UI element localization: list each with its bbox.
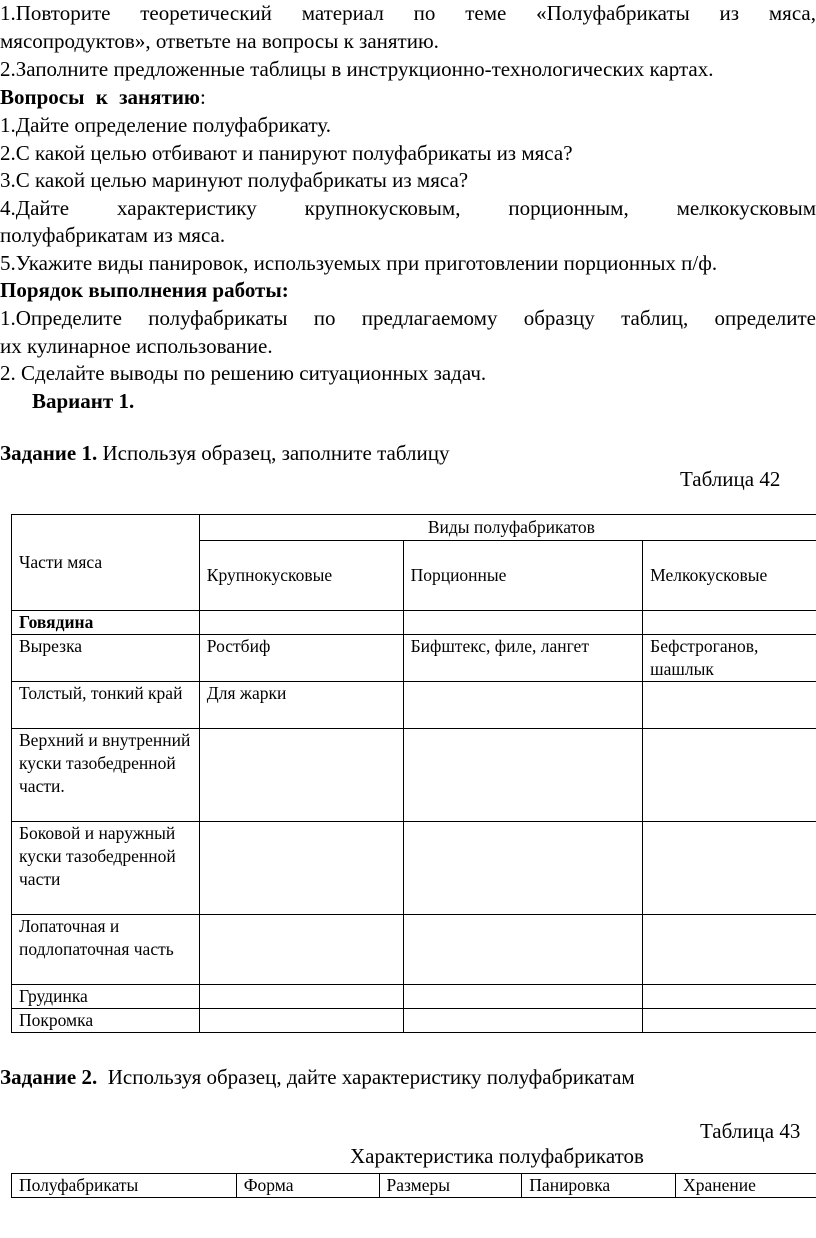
table-42-col-small: Мелкокусковые — [643, 541, 816, 611]
table-43-header-row — [12, 1174, 816, 1198]
questions-heading-colon: : — [199, 85, 206, 109]
table-cell-large — [199, 985, 403, 1009]
table-row — [12, 635, 816, 682]
table-43-title: Характеристика полуфабрикатов — [350, 1144, 644, 1168]
intro-line-1: 1.Повторите теоретический материал по теме «Полуфабрикаты из мяса, — [0, 1, 816, 25]
table-cell-part: Грудинка — [12, 985, 200, 1009]
procedure-1-line-1: 1.Определите полуфабрикаты по предлагаемому образцу таблиц, определите — [0, 306, 816, 330]
question-4-line-1: 4.Дайте характеристику крупнокусковым, порционным, мелкокусковым — [0, 196, 816, 220]
variant-title: Вариант 1. — [32, 389, 135, 413]
table-row — [12, 985, 816, 1009]
table-43-col-breading: Панировка — [522, 1174, 676, 1198]
table-cell-large — [199, 822, 403, 915]
table-row — [12, 822, 816, 915]
table-cell-small — [643, 682, 816, 729]
table-42-col-parts: Части мяса — [12, 515, 200, 611]
task-2-text: Используя образец, дайте характеристику полуфабрикатам — [97, 1065, 635, 1089]
table-cell-large: Ростбиф — [199, 635, 403, 682]
table-cell-small — [643, 729, 816, 822]
task-1-text: Используя образец, заполните таблицу — [97, 441, 450, 465]
table-cell-large: Для жарки — [199, 682, 403, 729]
table-cell-small — [643, 915, 816, 985]
task-1-line — [0, 440, 816, 466]
table-cell-portion: Бифштекс, филе, лангет — [403, 635, 643, 682]
table-43-col-storage: Хранение — [676, 1174, 816, 1198]
procedure-1-line-2: их кулинарное использование. — [0, 334, 273, 358]
table-43-caption: Таблица 43 — [700, 1119, 801, 1143]
question-5: 5.Укажите виды панировок, используемых при приготовлении порционных п/ф. — [0, 251, 718, 275]
table-cell-small — [643, 1009, 816, 1033]
table-cell-part: Верхний и внутренний куски тазобедренной части. — [12, 729, 200, 822]
questions-heading-line — [0, 84, 816, 110]
table-cell-portion — [403, 1009, 643, 1033]
questions-heading: Вопросы к занятию — [0, 85, 200, 109]
table-42-header-row-1 — [12, 515, 816, 541]
table-row — [12, 729, 816, 822]
question-2: 2.С какой целью отбивают и панируют полуфабрикаты из мяса? — [0, 141, 573, 165]
question-1: 1.Дайте определение полуфабрикату. — [0, 113, 331, 137]
table-42-section-row — [12, 611, 816, 635]
intro-line-3: 2.Заполните предложенные таблицы в инструкционно-технологических картах. — [0, 57, 714, 81]
table-cell-small — [643, 822, 816, 915]
task-2-line — [0, 1064, 816, 1090]
table-cell-portion — [403, 682, 643, 729]
table-row — [12, 682, 816, 729]
table-42-caption: Таблица 42 — [680, 467, 781, 491]
question-4-line-2: полуфабрикатам из мяса. — [0, 223, 226, 247]
procedure-2: 2. Сделайте выводы по решению ситуационных задач. — [0, 361, 487, 385]
table-cell-part: Вырезка — [12, 635, 200, 682]
table-cell-part: Боковой и наружный куски тазобедренной части — [12, 822, 200, 915]
table-cell-large — [199, 915, 403, 985]
table-cell-portion — [403, 729, 643, 822]
table-42-col-portion: Порционные — [403, 541, 643, 611]
table-43 — [11, 1173, 816, 1198]
task-2-label: Задание 2. — [0, 1065, 98, 1089]
table-43-col-shape: Форма — [236, 1174, 379, 1198]
table-42-group-header: Виды полуфабрикатов — [199, 515, 816, 541]
table-cell-large — [199, 1009, 403, 1033]
table-42 — [11, 514, 816, 1033]
table-42-col-large: Крупнокусковые — [199, 541, 403, 611]
table-cell-portion — [403, 822, 643, 915]
table-43-col-semis: Полуфабрикаты — [12, 1174, 237, 1198]
table-cell-portion — [403, 915, 643, 985]
table-cell-part: Лопаточная и подлопаточная часть — [12, 915, 200, 985]
table-row — [12, 1009, 816, 1033]
task-1-label: Задание 1. — [0, 441, 98, 465]
table-cell — [199, 611, 403, 635]
question-3: 3.С какой целью маринуют полуфабрикаты из мяса? — [0, 168, 469, 192]
table-cell — [403, 611, 643, 635]
intro-line-2: мясопродуктов», ответьте на вопросы к занятию. — [0, 29, 439, 53]
table-cell-part: Толстый, тонкий край — [12, 682, 200, 729]
table-cell — [643, 611, 816, 635]
table-42-section-beef: Говядина — [12, 611, 200, 635]
table-cell-large — [199, 729, 403, 822]
table-row — [12, 915, 816, 985]
table-cell-small — [643, 985, 816, 1009]
table-43-col-sizes: Размеры — [379, 1174, 522, 1198]
table-cell-small: Бефстроганов, шашлык — [643, 635, 816, 682]
procedure-heading: Порядок выполнения работы: — [0, 278, 289, 302]
table-cell-portion — [403, 985, 643, 1009]
table-cell-part: Покромка — [12, 1009, 200, 1033]
